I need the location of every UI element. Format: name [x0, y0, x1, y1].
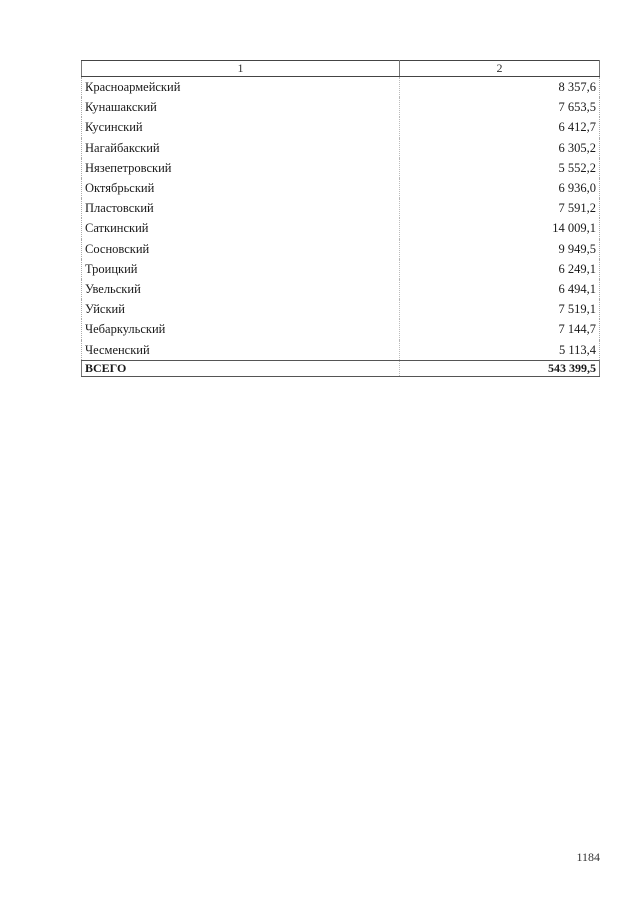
district-values-table [81, 60, 600, 377]
district-value: 6 936,0 [400, 178, 600, 198]
table-row [82, 138, 600, 158]
district-value: 6 305,2 [400, 138, 600, 158]
table-total-row [82, 360, 600, 376]
district-name: Сосновский [82, 239, 400, 259]
district-value: 6 494,1 [400, 279, 600, 299]
district-name: Увельский [82, 279, 400, 299]
district-value: 5 552,2 [400, 158, 600, 178]
page-number: 1184 [576, 850, 600, 864]
table-row [82, 319, 600, 339]
table-row [82, 340, 600, 361]
table-row [82, 178, 600, 198]
district-value: 7 144,7 [400, 319, 600, 339]
district-name: Кунашакский [82, 97, 400, 117]
district-value: 6 249,1 [400, 259, 600, 279]
column-header-2: 2 [400, 61, 600, 77]
district-name: Октябрьский [82, 178, 400, 198]
district-name: Кусинский [82, 117, 400, 137]
district-name: Красноармейский [82, 77, 400, 98]
district-value: 7 653,5 [400, 97, 600, 117]
district-name: Чесменский [82, 340, 400, 361]
table-row [82, 299, 600, 319]
district-value: 14 009,1 [400, 218, 600, 238]
table-row [82, 158, 600, 178]
district-name: Уйский [82, 299, 400, 319]
district-name: Троицкий [82, 259, 400, 279]
total-value: 543 399,5 [400, 360, 600, 376]
district-value: 6 412,7 [400, 117, 600, 137]
table-row [82, 218, 600, 238]
table-row [82, 117, 600, 137]
district-value: 7 591,2 [400, 198, 600, 218]
table-row [82, 198, 600, 218]
table-row [82, 279, 600, 299]
table-row [82, 97, 600, 117]
district-value: 7 519,1 [400, 299, 600, 319]
table-row [82, 77, 600, 98]
district-name: Нязепетровский [82, 158, 400, 178]
district-name: Пластовский [82, 198, 400, 218]
column-header-1: 1 [82, 61, 400, 77]
table-row [82, 259, 600, 279]
district-value: 8 357,6 [400, 77, 600, 98]
district-value: 5 113,4 [400, 340, 600, 361]
district-name: Нагайбакский [82, 138, 400, 158]
table-header-row [82, 61, 600, 77]
district-value: 9 949,5 [400, 239, 600, 259]
district-name: Саткинский [82, 218, 400, 238]
total-label: ВСЕГО [82, 360, 400, 376]
district-name: Чебаркульский [82, 319, 400, 339]
table-row [82, 239, 600, 259]
